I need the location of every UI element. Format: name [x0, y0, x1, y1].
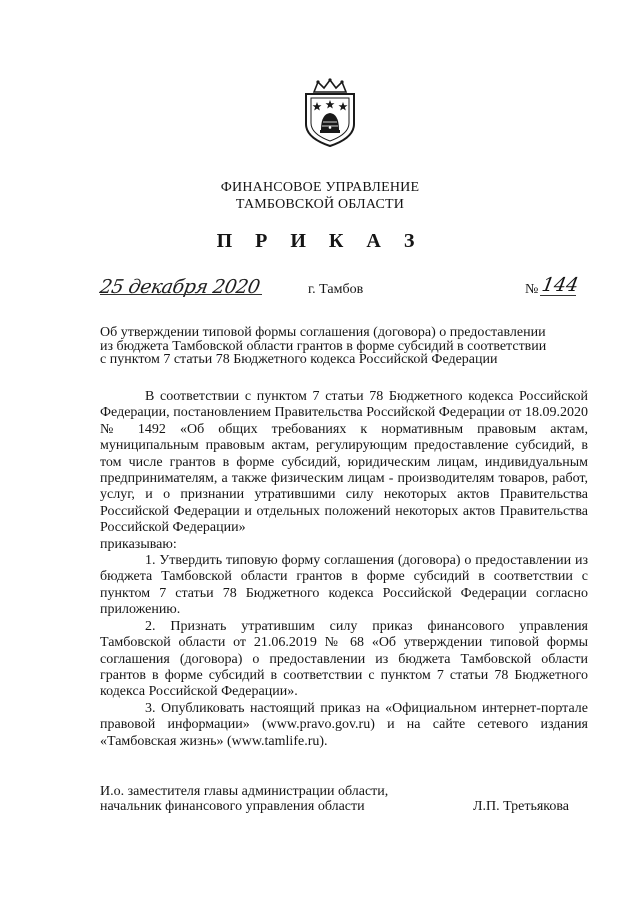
order-item-1: 1. Утвердить типовую форму соглашения (договора) о предоставлении из бюджета Тамбовской области грантов в форме субсидий в соответствии с пунктом 7 статьи 78 Бюджетного кодекса Российской Федерации согласно приложению. — [100, 553, 588, 618]
number-underline — [540, 295, 576, 296]
order-item-2: 2. Признать утратившим силу приказ финансового управления Тамбовской области от 21.06.2019 № 68 «Об утверждении типовой формы соглашения (договора) о предоставлении из бюджета Тамбовской области грантов в форме субсидий в соответствии с пунктом 7 статьи 78 Бюджетного кодекса Российской Федерации». — [100, 618, 588, 700]
preamble-paragraph: В соответствии с пунктом 7 статьи 78 Бюджетного кодекса Российской Федерации, постановлением Правительства Российской Федерации от 18.09.2020 № 1492 «Об общих требованиях к нормативным правовым актам, муниципальным правовым актам, регулирующим предоставление субсидий, в том числе грантов в форме субсидий, юридическим лицам, индивидуальным предпринимателям, а также физическим лицам - производителям товаров, работ, услуг, и о признании утратившими силу некоторых актов Правительства Российской Федерации и отдельных положений некоторых актов Правительства Российской Федерации» — [100, 389, 588, 536]
handwritten-number: 144 — [540, 274, 581, 296]
org-name-line2: ТАМБОВСКОЙ ОБЛАСТИ — [235, 197, 405, 212]
subject-line: Об утверждении типовой формы соглашения (договора) о предоставлении — [100, 325, 546, 340]
city-label: г. Тамбов — [308, 282, 364, 297]
order-item-3: 3. Опубликовать настоящий приказ на «Официальном интернет-портале правовой информации» (www.pravo.gov.ru) и на сайте сетевого издания «Тамбовская жизнь» (www.tamlife.ru). — [100, 700, 588, 749]
document-body — [100, 389, 588, 750]
date-underline — [100, 294, 262, 295]
order-word: приказываю: — [100, 536, 177, 552]
document-subject — [100, 326, 586, 367]
coat-of-arms-icon — [300, 78, 360, 148]
number-prefix: № — [525, 282, 539, 297]
signatory-position-line1: И.о. заместителя главы администрации области, — [100, 784, 389, 799]
org-name-line1: ФИНАНСОВОЕ УПРАВЛЕНИЕ — [220, 180, 420, 195]
document-title: П Р И К А З — [216, 230, 424, 252]
signatory-position-line2: начальник финансового управления области — [100, 799, 365, 814]
handwritten-date: 25 декабря 2020 — [98, 276, 262, 298]
subject-line: из бюджета Тамбовской области грантов в форме субсидий в соответствии — [100, 338, 547, 354]
subject-line: с пунктом 7 статьи 78 Бюджетного кодекса Российской Федерации — [100, 352, 498, 367]
signatory-name: Л.П. Третьякова — [473, 799, 570, 814]
signatory-position — [100, 784, 388, 814]
